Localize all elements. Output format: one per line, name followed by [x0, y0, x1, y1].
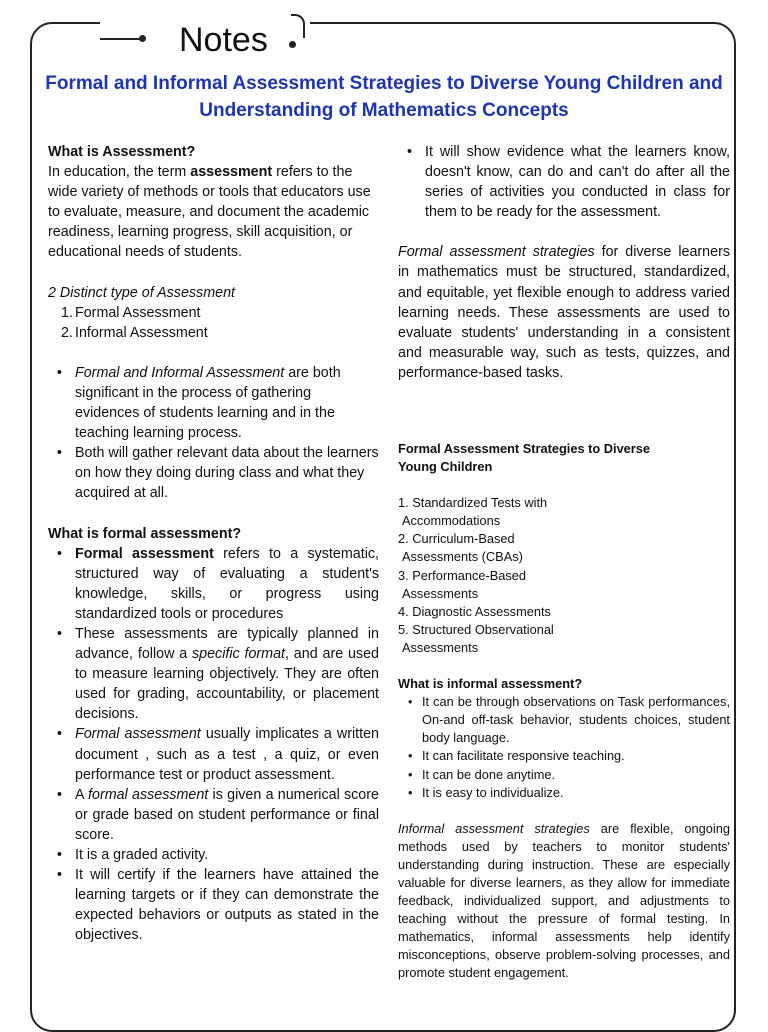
formal-strategies-paragraph: Formal assessment strategies for diverse learners in mathematics must be structured, standardized, and equitable, yet flexible enough to address varied learning needs. These assessments are used to evaluate students' understanding in a consistent and measurable way, such as tests, quizzes, and performance-based tasks.	[398, 244, 730, 381]
right-column-bottom	[398, 440, 730, 983]
list-item: 4. Diagnostic Assessments	[398, 603, 551, 619]
list-item: 1. Formal Assessment	[61, 304, 201, 321]
evidence-list	[398, 142, 730, 222]
page-title: Formal and Informal Assessment Strategies to Diverse Young Children and Understanding of Mathematics Concepts	[45, 73, 723, 121]
left-column	[48, 142, 379, 945]
informal-assessment-list	[398, 693, 730, 802]
types-list	[48, 303, 379, 343]
informal-strategies-paragraph: Informal assessment strategies are flexible, ongoing methods used by teachers to monitor students' understanding during instruction. These are especially valuable for diverse learners, as they allow for immediate feedback, individualized support, and adjustments to teaching without the pressure of formal testing. In mathematics, informal assessments help identify misconceptions, observe problem-solving processes, and promote student engagement.	[398, 820, 730, 981]
list-item: • Formal assessment refers to a systematic, structured way of evaluating a student's knowledge, skills, or progress using standardized tools or procedures	[48, 544, 379, 624]
list-item: • It is a graded activity.	[48, 845, 379, 865]
notes-hook-decoration	[291, 14, 305, 38]
list-item: • Formal and Informal Assessment are both significant in the process of gathering evidences of students learning and in the teaching learning process.	[48, 363, 379, 443]
list-item: • It is easy to individualize.	[398, 784, 730, 802]
list-item: • A formal assessment is given a numerical score or grade based on student performance or final score.	[48, 785, 379, 845]
list-item: • It can be through observations on Task performances, On-and off-task behavior, students choices, student body language.	[398, 693, 730, 747]
list-item: • It will show evidence what the learners know, doesn't know, can do and can't do after all the series of activities you conducted in class for them to be ready for the assessment.	[398, 142, 730, 222]
formal-assessment-heading: What is formal assessment?	[48, 525, 242, 542]
strategies-list	[398, 494, 573, 657]
list-item: • It can facilitate responsive teaching.	[398, 747, 730, 765]
types-heading: 2 Distinct type of Assessment	[48, 284, 235, 301]
notes-dot-left-decoration	[139, 35, 146, 42]
list-item: 5. Structured Observational Assessments	[398, 621, 554, 655]
informal-assessment-heading: What is informal assessment?	[398, 676, 583, 692]
list-item: 3. Performance-Based Assessments	[398, 567, 527, 601]
notes-line-decoration	[100, 38, 142, 40]
list-item: 2. Curriculum-Based Assessments (CBAs)	[398, 531, 523, 565]
list-item: 1. Standardized Tests with Accommodations	[398, 495, 548, 529]
list-item: • Formal assessment usually implicates a written document , such as a test , a quiz, or even performance test or product assessment.	[48, 724, 379, 784]
what-is-assessment-heading: What is Assessment?	[48, 144, 196, 160]
right-column-top	[398, 142, 730, 383]
list-item: • It can be done anytime.	[398, 766, 730, 784]
notes-label: Notes	[179, 21, 268, 59]
list-item: 2. Informal Assessment	[61, 324, 208, 341]
both-assessments-list	[48, 363, 379, 504]
notes-dot-right-decoration	[289, 41, 296, 48]
formal-assessment-list	[48, 544, 379, 946]
strategies-heading: Formal Assessment Strategies to Diverse Young Children	[398, 441, 651, 475]
list-item: • These assessments are typically planned in advance, follow a specific format, and are used to measure learning objectively. They are often used for grading, accountability, or placement decisions.	[48, 624, 379, 724]
list-item: • It will certify if the learners have attained the learning targets or if they can demonstrate the expected behaviors or outputs as stated in the objectives.	[48, 865, 379, 945]
assessment-definition: In education, the term assessment refers to the wide variety of methods or tools that educators use to evaluate, measure, and document the academic readiness, learning progress, skill acquisition, or educational needs of students.	[48, 164, 371, 261]
list-item: • Both will gather relevant data about the learners on how they doing during class and what they acquired at all.	[48, 443, 379, 503]
